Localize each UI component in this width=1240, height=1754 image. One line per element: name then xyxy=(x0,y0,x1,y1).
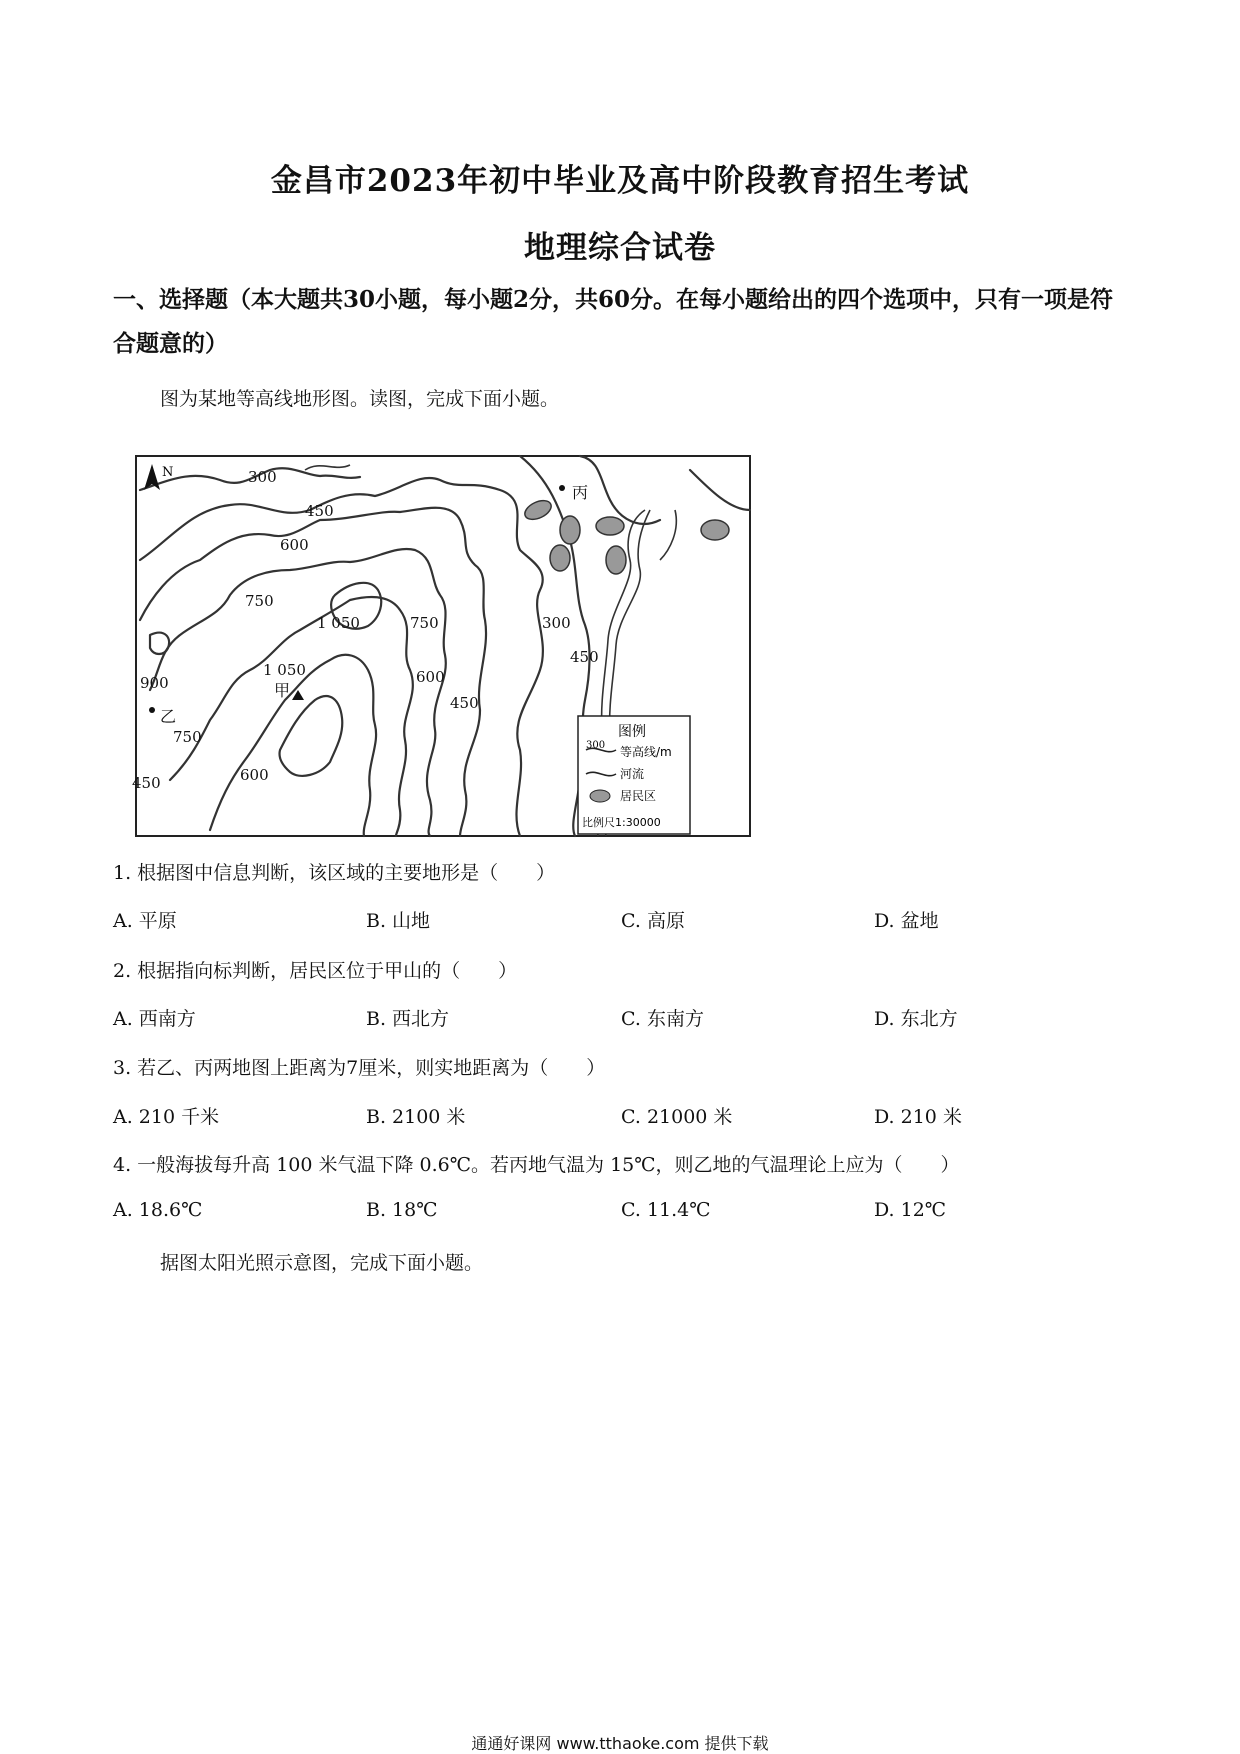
question-3: 3. 若乙、丙两地图上距离为7厘米，则实地距离为（ ） xyxy=(113,1057,606,1079)
contour-label: 450 xyxy=(132,774,161,792)
question-1: 1. 根据图中信息判断，该区域的主要地形是（ ） xyxy=(113,862,556,884)
option-d: D. 东北方 xyxy=(874,1008,958,1030)
contour-label: 600 xyxy=(240,766,269,784)
settlement-area xyxy=(606,546,626,574)
option-d: D. 12℃ xyxy=(874,1199,947,1221)
option-c: C. 东南方 xyxy=(621,1008,704,1030)
contour-map xyxy=(130,450,756,842)
option-a: A. 18.6℃ xyxy=(113,1199,203,1221)
contour-label: 750 xyxy=(173,728,202,746)
footer-watermark: 通通好课网 www.tthaoke.com 提供下载 xyxy=(471,1734,769,1753)
contour-label: 1 050 xyxy=(263,661,306,679)
option-b: B. 西北方 xyxy=(366,1008,450,1030)
section-heading: 一、选择题（本大题共30小题，每小题2分，共60分。在每小题给出的四个选项中，只有一项是符合题意的） xyxy=(113,286,1114,357)
place-label-jia: 甲 xyxy=(274,681,291,700)
option-c: C. 21000 米 xyxy=(621,1106,733,1128)
option-b: B. 18℃ xyxy=(366,1199,438,1221)
legend-river: 河流 xyxy=(620,767,645,781)
option-a: A. 平原 xyxy=(113,910,177,932)
settlement-area xyxy=(550,545,570,571)
settlement-area xyxy=(596,517,624,535)
legend-settlement: 居民区 xyxy=(620,789,657,803)
location-dot-icon xyxy=(149,707,155,713)
question-intro: 据图太阳光照示意图，完成下面小题。 xyxy=(160,1252,484,1274)
question-2: 2. 根据指向标判断，居民区位于甲山的（ ） xyxy=(113,960,518,982)
north-label: N xyxy=(162,465,174,480)
contour-label: 750 xyxy=(245,592,274,610)
contour-label: 300 xyxy=(542,614,571,632)
contour-label: 600 xyxy=(280,536,309,554)
option-c: C. 11.4℃ xyxy=(621,1199,711,1221)
contour-label: 900 xyxy=(140,674,169,692)
exam-title: 金昌市2023年初中毕业及高中阶段教育招生考试 xyxy=(270,163,970,199)
legend-scale: 比例尺1:30000 xyxy=(582,816,661,829)
contour-label: 450 xyxy=(570,648,599,666)
option-b: B. 山地 xyxy=(366,910,431,932)
option-a: A. 西南方 xyxy=(113,1008,196,1030)
settlement-area xyxy=(701,520,729,540)
option-d: D. 盆地 xyxy=(874,910,939,932)
option-b: B. 2100 米 xyxy=(366,1106,466,1128)
option-c: C. 高原 xyxy=(621,910,685,932)
contour-label: 1 050 xyxy=(317,614,360,632)
option-a: A. 210 千米 xyxy=(113,1106,220,1128)
contour-label: 600 xyxy=(416,668,445,686)
settlement-area xyxy=(560,516,580,544)
question-4: 4. 一般海拔每升高 100 米气温下降 0.6℃。若丙地气温为 15℃，则乙地的气温理论上应为（ ） xyxy=(113,1154,960,1176)
question-intro: 图为某地等高线地形图。读图，完成下面小题。 xyxy=(160,388,560,410)
legend-contour: 等高线/m xyxy=(620,745,672,759)
option-d: D. 210 米 xyxy=(874,1106,962,1128)
contour-label: 450 xyxy=(450,694,479,712)
legend-title: 图例 xyxy=(618,724,646,740)
map-legend xyxy=(578,716,690,834)
place-label-bing: 丙 xyxy=(572,483,589,502)
location-dot-icon xyxy=(559,485,565,491)
place-label-yi: 乙 xyxy=(160,707,177,726)
contour-label: 300 xyxy=(248,468,277,486)
contour-label: 450 xyxy=(305,502,334,520)
contour-label: 750 xyxy=(410,614,439,632)
legend-contour-value: 300 xyxy=(586,740,606,751)
legend-settlement-symbol xyxy=(590,790,610,802)
exam-subtitle: 地理综合试卷 xyxy=(524,230,716,266)
